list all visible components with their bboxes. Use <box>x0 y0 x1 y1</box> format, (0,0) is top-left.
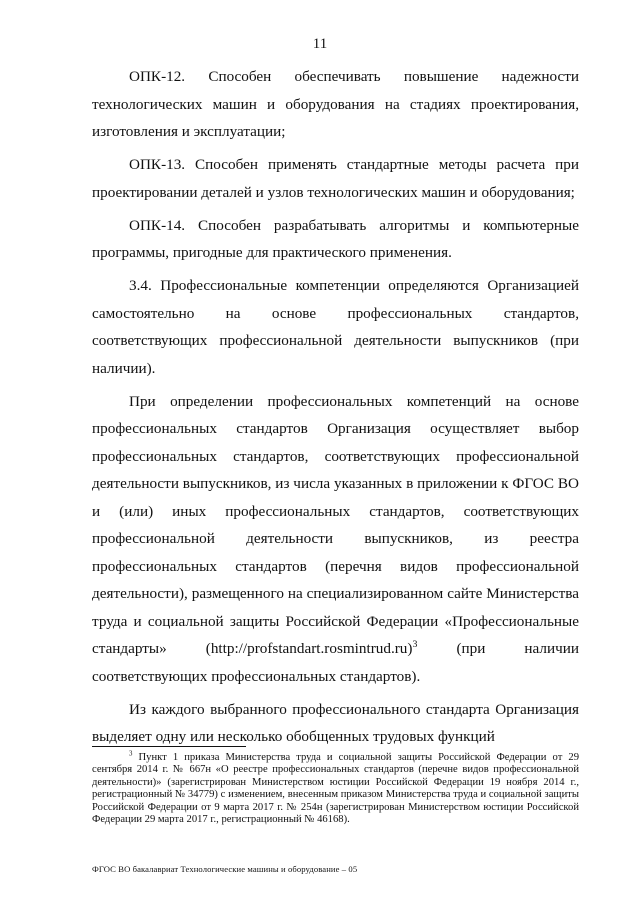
page-number: 11 <box>312 36 328 52</box>
paragraph-section-3-4: 3.4. Профессиональные компетенции определяются Организацией самостоятельно на основе профессиональных стандартов, соответствующих профессиональной деятельности выпускников (при наличии). <box>92 277 579 377</box>
footnote-divider <box>92 746 246 747</box>
paragraph-labor-functions: Из каждого выбранного профессионального стандарта Организация выделяет одну или несколько обобщенных трудовых функций <box>92 700 579 746</box>
footnote-reference: 3 <box>412 639 418 651</box>
running-footer: ФГОС ВО бакалавриат Технологические машины и оборудование – 05 <box>92 864 358 874</box>
footnote-text: Пункт 1 приказа Министерства труда и социальной защиты Российской Федерации от 29 сентября 2014 г. № 667н «О реестре профессиональных стандартов (перечне видов профессиональной деятельности)» (зарегистрирован Министерством юстиции Российской Федерации 19 ноября 2014 г., регистрационный № 34779) с изменением, внесенным приказом Министерства труда и социальной защиты Российской Федерации от 9 марта 2017 г. № 254н (зарегистрирован Министерством юстиции Российской Федерации 29 марта 2017 г., регистрационный № 46168). <box>92 752 579 826</box>
footnote-mark: 3 <box>129 750 133 758</box>
paragraph-opk-13: ОПК-13. Способен применять стандартные методы расчета при проектировании деталей и узлов технологических машин и оборудования; <box>92 156 579 201</box>
paragraph-standards-selection <box>92 388 579 691</box>
paragraph-text-tail: (при наличии соответствующих профессиональных стандартов). <box>92 640 579 685</box>
paragraph-opk-12: ОПК-12. Способен обеспечивать повышение надежности технологических машин и оборудования на стадиях проектирования, изготовления и эксплуатации; <box>92 68 579 140</box>
footnote <box>92 752 579 826</box>
paragraph-opk-14: ОПК-14. Способен разрабатывать алгоритмы и компьютерные программы, пригодные для практического применения. <box>92 216 579 262</box>
document-body <box>92 63 579 757</box>
paragraph-text: При определении профессиональных компетенций на основе профессиональных стандартов Организация осуществляет выбор профессиональных стандартов, соответствующих профессиональной деятельности выпускников, из числа указанных в приложении к ФГОС ВО и (или) иных профессиональных стандартов, соответствующих профессиональной деятельности выпускников, из реестра профессиональных стандартов (перечня видов профессиональной деятельности), размещенного на специализированном сайте Министерства труда и социальной защиты Российской Федерации «Профессиональные стандарты» (http://profstandart.rosmintrud.ru) <box>92 392 579 658</box>
